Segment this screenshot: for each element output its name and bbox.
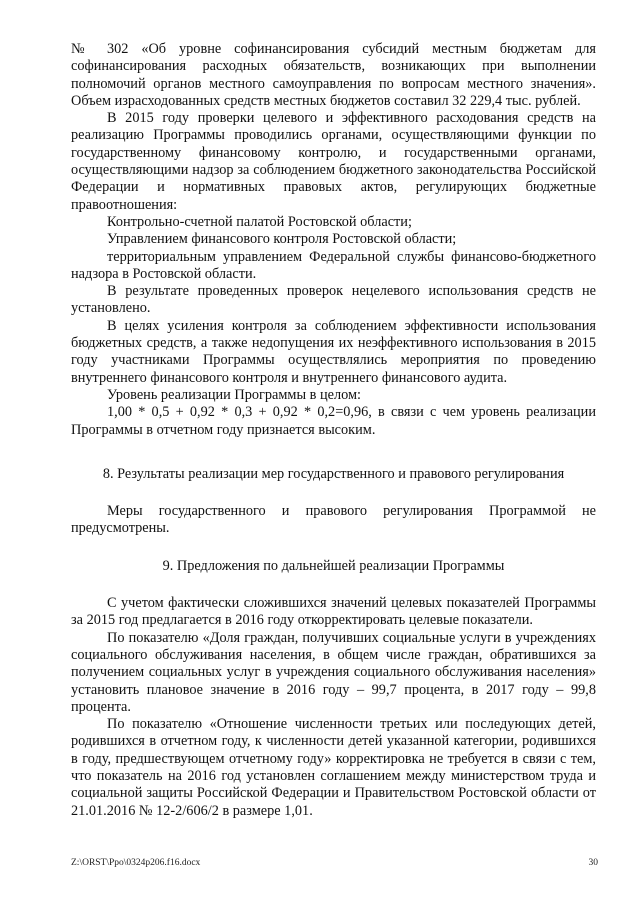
list-item-federal-service: территориальным управлением Федеральной службы финансово-бюджетного надзора в Ростовской области.	[71, 248, 596, 282]
paragraph-formula: 1,00 * 0,5 + 0,92 * 0,3 + 0,92 * 0,2=0,96, в связи с чем уровень реализации Программы в отчетном году признается высоким.	[71, 404, 596, 438]
paragraph-indicator-third-children: По показателю «Отношение численности третьих или последующих детей, родившихся в отчетном году, к численности детей указанной категории, родившихся в году, предшествующем отчетному году» корректировка не требуется в связи с тем, что показатель на 2016 год установлен соглашением между министерством труда и социальной защиты Российской Федерации и Правительством Ростовской области от 21.01.2016 № 12-2/606/2 в размере 1,01.	[71, 716, 596, 819]
paragraph-implementation-level: Уровень реализации Программы в целом:	[107, 386, 361, 403]
list-item-financial-control: Управлением финансового контроля Ростовской области;	[107, 231, 457, 248]
paragraph-indicator-social-services: По показателю «Доля граждан, получивших социальные услуги в учреждениях социального обслуживания населения, в общем числе граждан, обратившихся за получением социальных услуг в учреждения социального обслуживания населения» установить плановое значение в 2016 году – 99,7 процента, в 2017 году – 99,8 процента.	[71, 629, 596, 715]
paragraph-inspections-2015: В 2015 году проверки целевого и эффективного расходования средств на реализацию Программы проводились органами, осуществляющими функции по государственному финансовому контролю, и государственными органами, осуществляющими надзор за соблюдением бюджетного законодательства Российской Федерации и нормативных правовых актов, регулирующих бюджетные правоотношения:	[71, 110, 596, 213]
section-heading-8: 8. Результаты реализации мер государственного и правового регулирования	[102, 465, 565, 482]
document-body	[71, 41, 596, 820]
footer-page-number: 30	[588, 858, 598, 868]
paragraph-decree-reference: № 302 «Об уровне софинансирования субсидий местным бюджетам для софинансирования расходных обязательств, возникающих при выполнении полномочий органов местного самоуправления по вопросам местного значения». Объем израсходованных средств местных бюджетов составил 32 229,4 тыс. рублей.	[71, 41, 596, 109]
paragraph-regulation-measures: Меры государственного и правового регулирования Программой не предусмотрены.	[71, 503, 596, 537]
section-heading-9: 9. Предложения по дальнейшей реализации Программы	[162, 557, 505, 574]
paragraph-inspection-results: В результате проведенных проверок нецелевого использования средств не установлено.	[71, 283, 596, 317]
list-item-control-chamber: Контрольно-счетной палатой Ростовской области;	[107, 213, 412, 230]
footer-file-path: Z:\ORST\Ppo\0324p206.f16.docx	[71, 858, 201, 868]
paragraph-control-measures: В целях усиления контроля за соблюдением эффективности использования бюджетных средств, а также недопущения их неэффективного использования в 2015 году участниками Программы осуществлялись мероприятия по проведению внутреннего финансового контроля и внутреннего финансового аудита.	[71, 317, 596, 386]
paragraph-target-adjustment: С учетом фактически сложившихся значений целевых показателей Программы за 2015 год предлагается в 2016 году откорректировать целевые показатели.	[71, 595, 596, 629]
